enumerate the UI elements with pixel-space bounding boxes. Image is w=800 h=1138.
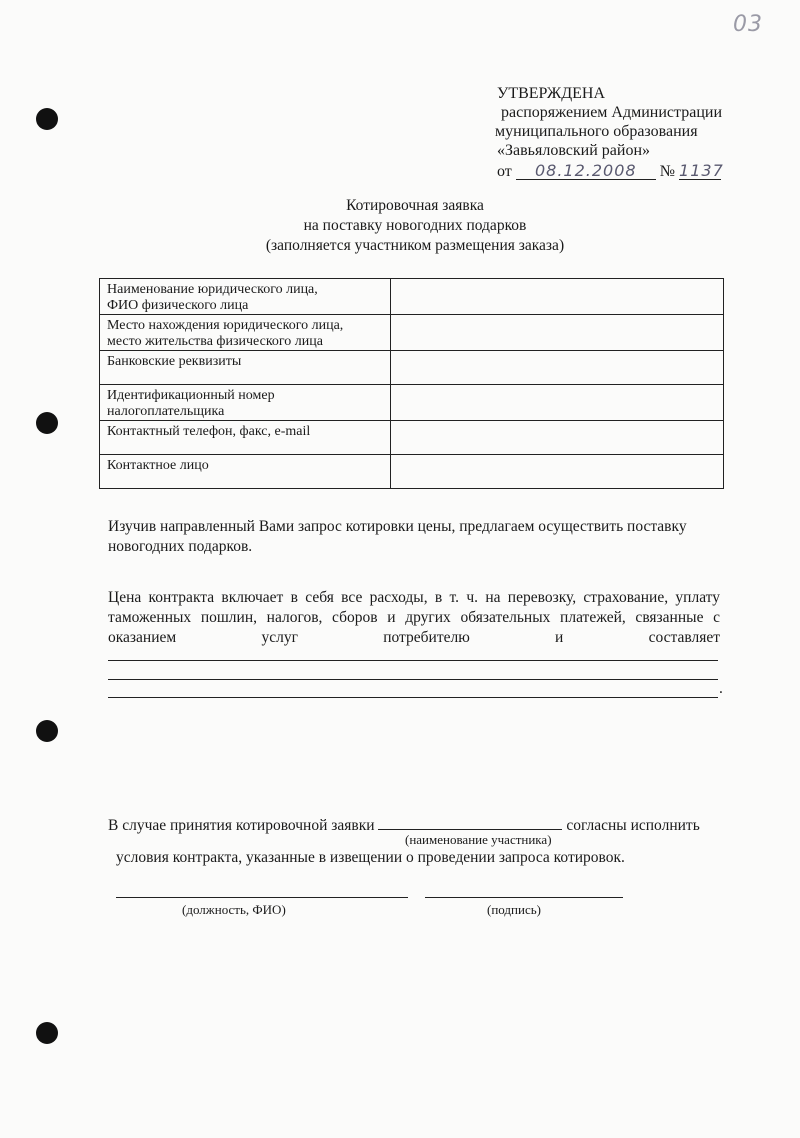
price-line-2: таможенных пошлин, налогов, сборов и других обязательных платежей, связанные с <box>108 609 720 626</box>
row-label: Идентификационный номер налогоплательщика <box>100 385 391 421</box>
row-value-field[interactable] <box>391 385 724 421</box>
price-line-3: оказанием услуг потребителю и составляет <box>108 629 720 646</box>
document-title <box>0 196 800 256</box>
approval-line-2: муниципального образования <box>495 123 698 140</box>
number-value: 1137 <box>679 161 724 180</box>
row-value-field[interactable] <box>391 455 724 489</box>
date-prefix: от <box>497 163 512 180</box>
acceptance-before: В случае принятия котировочной заявки <box>108 817 375 834</box>
punch-hole-4 <box>36 1022 58 1044</box>
approval-heading: УТВЕРЖДЕНА <box>497 85 606 102</box>
participant-name-field[interactable] <box>378 813 562 830</box>
row-value-field[interactable] <box>391 315 724 351</box>
row-value-field[interactable] <box>391 279 724 315</box>
acceptance-line-2: условия контракта, указанные в извещении о проведении запроса котировок. <box>116 849 625 866</box>
table-row <box>100 385 724 421</box>
price-paragraph <box>108 588 720 648</box>
price-blank-line-2[interactable] <box>108 679 718 680</box>
table-row <box>100 315 724 351</box>
approval-line-1: распоряжением Администрации <box>501 104 723 121</box>
punch-hole-1 <box>36 108 58 130</box>
participant-name-caption: (наименование участника) <box>405 832 552 847</box>
approval-date-row <box>497 162 722 181</box>
table-row <box>100 455 724 489</box>
offer-paragraph: Изучив направленный Вами запрос котировки цены, предлагаем осуществить поставку новогодних подарков. <box>108 518 687 555</box>
row-label: Место нахождения юридического лица, место жительства физического лица <box>100 315 391 351</box>
row-value-field[interactable] <box>391 351 724 385</box>
position-name-caption: (должность, ФИО) <box>182 902 286 917</box>
table-row <box>100 421 724 455</box>
title-line-3: (заполняется участником размещения заказа) <box>265 237 565 254</box>
date-value: 08.12.2008 <box>516 163 656 180</box>
title-line-1: Котировочная заявка <box>346 197 484 214</box>
punch-hole-2 <box>36 412 58 434</box>
row-value-field[interactable] <box>391 421 724 455</box>
row-label: Контактный телефон, факс, e-mail <box>100 421 391 455</box>
participant-info-table <box>99 278 724 489</box>
table-row <box>100 351 724 385</box>
price-end-period: . <box>719 680 723 697</box>
number-prefix: № <box>659 163 676 180</box>
row-label: Наименование юридического лица, ФИО физического лица <box>100 279 391 315</box>
price-line-1: Цена контракта включает в себя все расходы, в т. ч. на перевозку, страхование, уплату <box>108 589 720 606</box>
approval-block <box>497 84 722 181</box>
acceptance-after: согласны исполнить <box>566 817 700 834</box>
punch-hole-3 <box>36 720 58 742</box>
signature-caption: (подпись) <box>487 902 541 917</box>
approval-line-3: «Завьяловский район» <box>497 142 650 159</box>
acceptance-line <box>108 813 700 836</box>
signature-field[interactable] <box>425 897 623 898</box>
corner-page-mark: 03 <box>733 12 763 37</box>
row-label: Контактное лицо <box>100 455 391 489</box>
position-name-field[interactable] <box>116 897 408 898</box>
row-label: Банковские реквизиты <box>100 351 391 385</box>
price-blank-line-1[interactable] <box>108 660 718 661</box>
table-row <box>100 279 724 315</box>
price-blank-line-3[interactable] <box>108 697 718 698</box>
title-line-2: на поставку новогодних подарков <box>303 217 527 234</box>
